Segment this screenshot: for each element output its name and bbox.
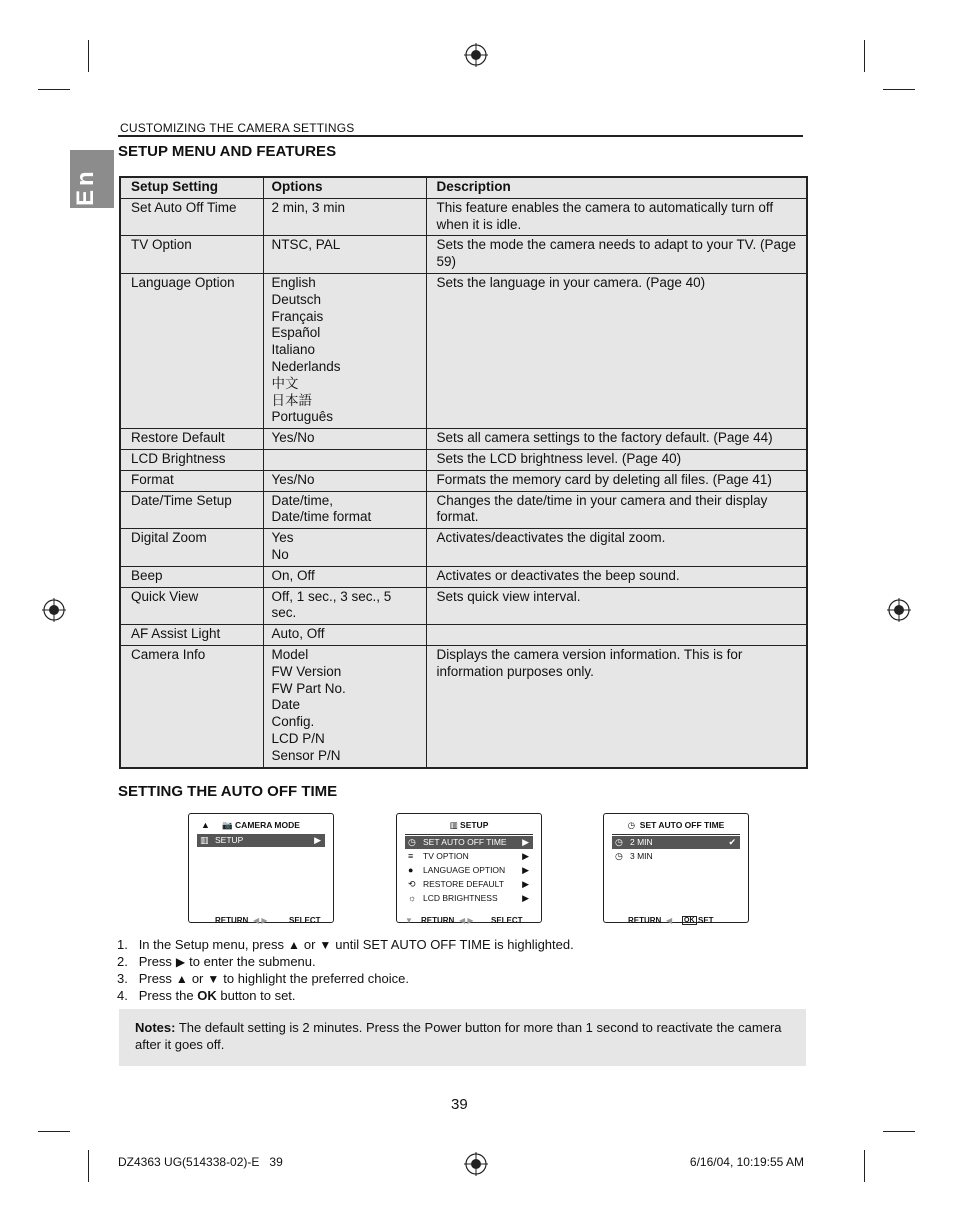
option-value: Yes/No xyxy=(271,471,315,487)
right-arrow-icon: ▶ xyxy=(522,893,529,903)
tv-icon: ≡ xyxy=(408,851,414,861)
registration-mark-icon xyxy=(464,1152,488,1176)
column-header: Description xyxy=(426,177,807,198)
description-cell: Sets quick view interval. xyxy=(426,587,807,625)
table-header-row xyxy=(120,177,807,198)
check-icon: ✔ xyxy=(728,837,736,847)
options-cell xyxy=(263,273,426,428)
setting-cell: Set Auto Off Time xyxy=(120,198,263,236)
screen-menu-item: ☼ LCD BRIGHTNESS ▶ xyxy=(408,893,529,903)
brightness-icon: ☼ xyxy=(408,893,417,903)
option-value: Date xyxy=(271,697,301,713)
page-number: 39 xyxy=(451,1096,468,1113)
crop-mark xyxy=(864,1150,865,1182)
option-value: Yes xyxy=(271,530,294,546)
screen-title: ▲ 📷 CAMERA MODE xyxy=(201,820,300,830)
step-2: 2. Press ▶ to enter the submenu. xyxy=(117,954,316,969)
option-value: Auto, Off xyxy=(271,626,325,642)
description-cell: Formats the memory card by deleting all files. (Page 41) xyxy=(426,470,807,491)
footer-doc-id: DZ4363 UG(514338-02)-E 39 xyxy=(118,1155,283,1169)
setting-cell: Language Option xyxy=(120,273,263,428)
option-value xyxy=(272,451,416,468)
table-row xyxy=(120,470,807,491)
table-row xyxy=(120,587,807,625)
notes-box xyxy=(119,1009,806,1066)
crop-mark xyxy=(883,1131,915,1132)
up-arrow-icon: ▲ xyxy=(201,820,210,830)
camera-screen-camera-mode: ▲ 📷 CAMERA MODE ▥ SETUP ▶ RETURN ◀ ▶ SELECT xyxy=(188,813,334,923)
setup-menu-title: SETUP MENU AND FEATURES xyxy=(118,143,337,160)
setting-cell: Beep xyxy=(120,566,263,587)
option-value: On, Off xyxy=(271,567,315,583)
setting-cell: Quick View xyxy=(120,587,263,625)
right-arrow-icon: ▶ xyxy=(314,835,321,845)
registration-mark-icon xyxy=(887,598,911,622)
down-arrow-icon: ▼ xyxy=(319,938,332,952)
right-arrow-icon: ▶ xyxy=(522,865,529,875)
table-row xyxy=(120,625,807,646)
option-value: Français xyxy=(271,308,324,324)
option-value: Date/time format xyxy=(271,509,372,525)
option-value: Yes/No xyxy=(271,430,315,446)
option-value: Italiano xyxy=(271,342,316,358)
option-value: 中文 xyxy=(271,375,299,391)
description-cell: Sets the mode the camera needs to adapt to your TV. (Page 59) xyxy=(426,236,807,274)
screen-menu-item: ⟲ RESTORE DEFAULT ▶ xyxy=(408,879,529,889)
camera-screen-setup: ▥ SETUP ◷ SET AUTO OFF TIME ▶ ≡ TV OPTION ▶ ● LANGUAGE OPTION ▶ ⟲ RESTORE DEFAULT ▶ ☼ LCD BRIGHTNESS ▶ ▼ RETURN ◀ ▶ SELECT xyxy=(396,813,542,923)
notes-label: Notes: xyxy=(135,1020,176,1035)
camera-screen-auto-off: ◷ SET AUTO OFF TIME ◷ 2 MIN ✔ ◷ 3 MIN RETURN ◀ OK SET xyxy=(603,813,749,923)
screen-menu-item: ● LANGUAGE OPTION ▶ xyxy=(408,865,529,875)
table-row xyxy=(120,198,807,236)
setting-cell: TV Option xyxy=(120,236,263,274)
table-row xyxy=(120,236,807,274)
options-cell xyxy=(263,587,426,625)
table-row xyxy=(120,529,807,567)
registration-mark-icon xyxy=(42,598,66,622)
options-cell xyxy=(263,236,426,274)
setting-cell: Digital Zoom xyxy=(120,529,263,567)
notes-text: The default setting is 2 minutes. Press the Power button for more than 1 second to reactivate the camera after it goes off. xyxy=(135,1020,782,1052)
option-value: Off, 1 sec., 3 sec., 5 sec. xyxy=(271,588,392,621)
option-value: Português xyxy=(271,409,334,425)
crop-mark xyxy=(88,1150,89,1182)
instruction-steps xyxy=(117,936,574,1004)
options-cell xyxy=(263,491,426,529)
crop-mark xyxy=(864,40,865,72)
setting-cell: Restore Default xyxy=(120,429,263,450)
table-row xyxy=(120,491,807,529)
setting-cell: AF Assist Light xyxy=(120,625,263,646)
table-row xyxy=(120,449,807,470)
option-value: Nederlands xyxy=(271,358,341,374)
table-row xyxy=(120,429,807,450)
table-row xyxy=(120,273,807,428)
down-arrow-icon: ▼ xyxy=(207,972,220,986)
option-value: 2 min, 3 min xyxy=(271,199,346,215)
description-cell: Sets the language in your camera. (Page 40) xyxy=(426,273,807,428)
language-icon: ● xyxy=(408,865,414,875)
crop-mark xyxy=(88,40,89,72)
timer-icon: ◷ xyxy=(615,851,623,861)
options-cell xyxy=(263,429,426,450)
option-value: LCD P/N xyxy=(271,730,325,746)
language-tab xyxy=(70,150,114,208)
setup-icon: ▥ xyxy=(200,835,209,845)
right-arrow-icon: ▶ xyxy=(175,955,186,969)
step-3: 3. Press ▲ or ▼ to highlight the preferred choice. xyxy=(117,971,409,986)
option-value: NTSC, PAL xyxy=(271,237,341,253)
options-cell xyxy=(263,449,426,470)
description-cell: Sets the LCD brightness level. (Page 40) xyxy=(426,449,807,470)
description-cell xyxy=(426,625,807,646)
timer-icon: ◷ xyxy=(615,837,623,847)
option-value: Sensor P/N xyxy=(271,747,341,763)
options-cell xyxy=(263,529,426,567)
options-cell xyxy=(263,566,426,587)
screen-menu-item: ◷ 3 MIN xyxy=(615,851,653,861)
screen-title: ◷ SET AUTO OFF TIME xyxy=(627,820,725,830)
options-cell xyxy=(263,470,426,491)
right-arrow-icon: ▶ xyxy=(522,837,529,847)
crop-mark xyxy=(38,89,70,90)
up-arrow-icon: ▲ xyxy=(287,938,300,952)
option-value: 日本語 xyxy=(271,392,312,408)
auto-off-title: SETTING THE AUTO OFF TIME xyxy=(118,783,338,800)
options-cell xyxy=(263,625,426,646)
up-arrow-icon: ▲ xyxy=(175,972,188,986)
option-value: No xyxy=(271,546,289,562)
right-arrow-icon: ▶ xyxy=(522,851,529,861)
table-row xyxy=(120,566,807,587)
screen-menu-item: ◷ SET AUTO OFF TIME ▶ xyxy=(405,836,533,849)
options-cell xyxy=(263,645,426,767)
column-header: Options xyxy=(263,177,426,198)
description-cell: Activates/deactivates the digital zoom. xyxy=(426,529,807,567)
option-value: English xyxy=(271,274,316,290)
options-cell xyxy=(263,198,426,236)
crop-mark xyxy=(38,1131,70,1132)
option-value: Deutsch xyxy=(271,291,322,307)
setting-cell: Format xyxy=(120,470,263,491)
setting-cell: Date/Time Setup xyxy=(120,491,263,529)
section-header: CUSTOMIZING THE CAMERA SETTINGS xyxy=(120,121,355,135)
right-arrow-icon: ▶ xyxy=(522,879,529,889)
registration-mark-icon xyxy=(464,43,488,67)
setup-settings-table xyxy=(119,176,808,769)
step-4: 4. Press the OK button to set. xyxy=(117,988,296,1003)
description-cell: This feature enables the camera to automatically turn off when it is idle. xyxy=(426,198,807,236)
description-cell: Displays the camera version information. This is for information purposes only. xyxy=(426,645,807,767)
option-value: FW Version xyxy=(271,663,342,679)
footer-timestamp: 6/16/04, 10:19:55 AM xyxy=(689,1155,804,1169)
header-divider xyxy=(118,135,803,137)
table-row xyxy=(120,645,807,767)
language-tab-label: En xyxy=(72,167,99,206)
option-value: Model xyxy=(271,646,309,662)
description-cell: Activates or deactivates the beep sound. xyxy=(426,566,807,587)
option-value: Config. xyxy=(271,714,315,730)
setting-cell: Camera Info xyxy=(120,645,263,767)
option-value: FW Part No. xyxy=(271,680,346,696)
screen-title: ▥ SETUP xyxy=(449,820,489,830)
screen-menu-item: ▥ SETUP ▶ xyxy=(197,834,325,847)
ok-icon: OK xyxy=(684,917,695,924)
screen-menu-item: ◷ 2 MIN ✔ xyxy=(612,836,740,849)
column-header: Setup Setting xyxy=(120,177,263,198)
option-value: Español xyxy=(271,325,321,341)
setting-cell: LCD Brightness xyxy=(120,449,263,470)
description-cell: Changes the date/time in your camera and their display format. xyxy=(426,491,807,529)
option-value: Date/time, xyxy=(271,492,334,508)
timer-icon: ◷ xyxy=(408,837,416,847)
restore-icon: ⟲ xyxy=(408,879,416,889)
screen-menu-item: ≡ TV OPTION ▶ xyxy=(408,851,529,861)
step-1: 1. In the Setup menu, press ▲ or ▼ until SET AUTO OFF TIME is highlighted. xyxy=(117,937,574,952)
crop-mark xyxy=(883,89,915,90)
description-cell: Sets all camera settings to the factory default. (Page 44) xyxy=(426,429,807,450)
